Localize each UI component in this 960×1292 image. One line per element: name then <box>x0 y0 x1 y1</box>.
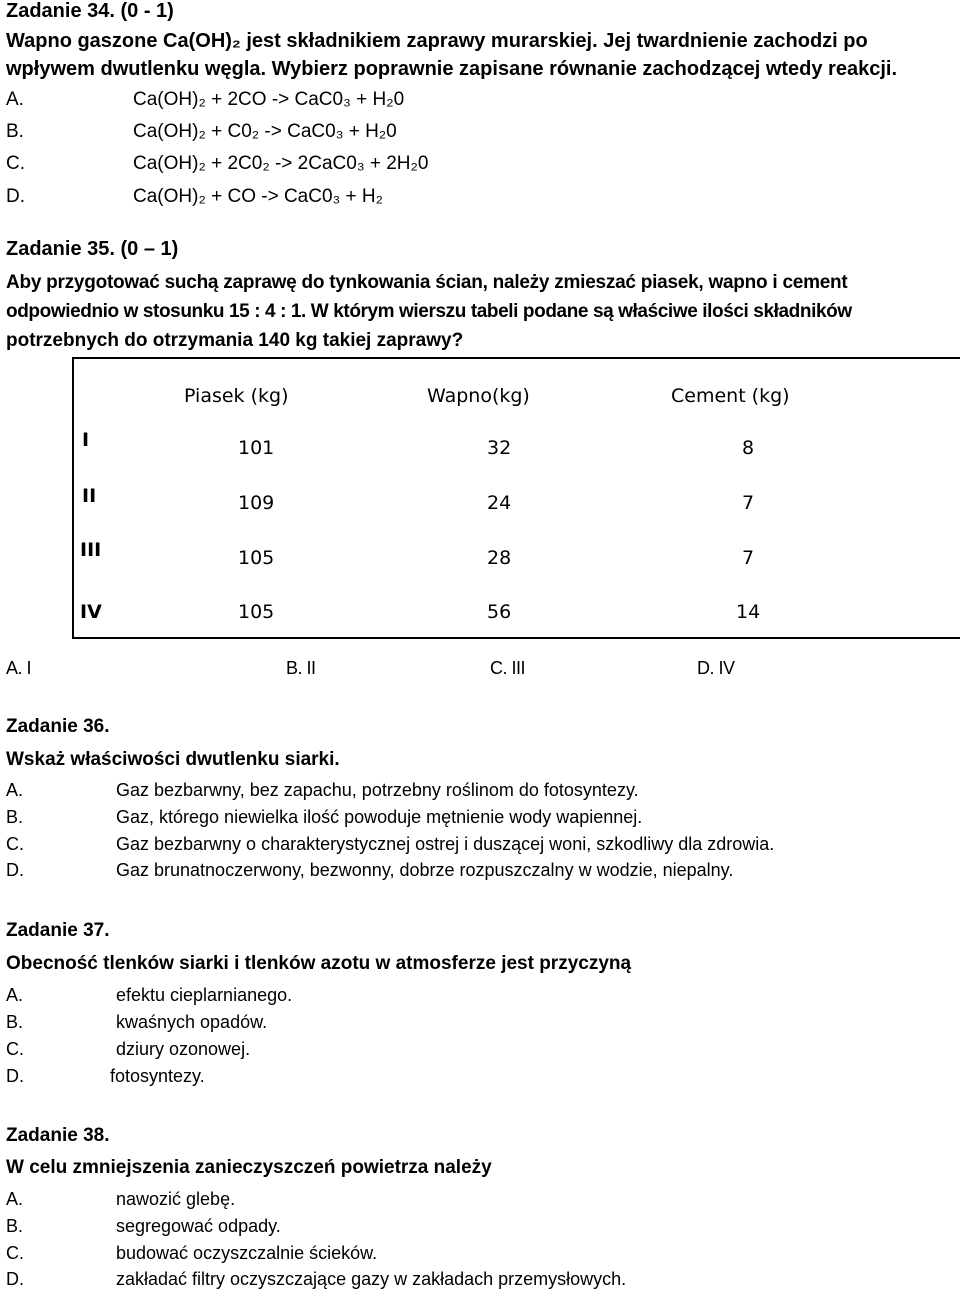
z38-question: W celu zmniejszenia zanieczyszczeń powietrza należy <box>6 1157 492 1178</box>
z38-option-b-letter: B. <box>6 1216 24 1236</box>
z38-option-c-letter: C. <box>6 1243 24 1263</box>
z35-text-line3: potrzebnych do otrzymania 140 kg takiej zaprawy? <box>6 330 464 351</box>
z38-option-b-text: segregować odpady. <box>116 1216 281 1236</box>
z35-text-line1: Aby przygotować suchą zaprawę do tynkowania ścian, należy zmieszać piasek, wapno i cement <box>6 272 848 293</box>
table-cell: 109 <box>238 492 275 514</box>
z36-option-a-letter: A. <box>6 780 24 800</box>
z37-option-a-letter: A. <box>6 985 24 1005</box>
z34-option-d-text: Ca(OH)₂ + CO -> CaC0₃ + H₂ <box>133 186 384 207</box>
table-cell: 14 <box>736 601 761 623</box>
z37-option-d-text: fotosyntezy. <box>110 1066 205 1086</box>
table-cell: 7 <box>742 547 755 569</box>
table-row-label: IV <box>80 601 102 623</box>
z34-text-line1: Wapno gaszone Ca(OH)₂ jest składnikiem zaprawy murarskiej. Jej twardnienie zachodzi po <box>6 30 868 52</box>
z36-option-d-letter: D. <box>6 860 24 880</box>
z34-title: Zadanie 34. (0 - 1) <box>6 0 174 22</box>
table-cell: 8 <box>742 437 755 459</box>
z35-answer-b: B. II <box>286 658 316 678</box>
z38-option-d-text: zakładać filtry oczyszczające gazy w zakładach przemysłowych. <box>116 1269 627 1289</box>
z38-option-c-text: budować oczyszczalnie ścieków. <box>116 1243 378 1263</box>
z36-option-b-text: Gaz, którego niewielka ilość powoduje mętnienie wody wapiennej. <box>116 807 643 827</box>
z34-option-d-letter: D. <box>6 186 25 207</box>
table-cell: 28 <box>487 547 512 569</box>
z38-title: Zadanie 38. <box>6 1125 110 1146</box>
z34-option-a-text: Ca(OH)₂ + 2CO -> CaC0₃ + H₂0 <box>133 89 405 110</box>
z37-option-a-text: efektu cieplarnianego. <box>116 985 293 1005</box>
z35-title: Zadanie 35. (0 – 1) <box>6 238 179 260</box>
z37-option-b-letter: B. <box>6 1012 24 1032</box>
table-cell: 105 <box>238 601 275 623</box>
z37-question: Obecność tlenków siarki i tlenków azotu w atmosferze jest przyczyną <box>6 953 632 974</box>
z35-answer-c: C. III <box>490 658 526 678</box>
table-row-label: III <box>80 539 102 561</box>
z37-option-b-text: kwaśnych opadów. <box>116 1012 268 1032</box>
table-cell: 24 <box>487 492 512 514</box>
z34-option-c-letter: C. <box>6 153 25 174</box>
table-cell: 32 <box>487 437 512 459</box>
table-cell: 105 <box>238 547 275 569</box>
z37-option-c-letter: C. <box>6 1039 24 1059</box>
table-cell: 56 <box>487 601 512 623</box>
z35-text-line2: odpowiednio w stosunku 15 : 4 : 1. W którym wierszu tabeli podane są właściwe ilości składników <box>6 301 852 322</box>
z35-answer-d: D. IV <box>697 658 735 678</box>
z36-option-c-text: Gaz bezbarwny o charakterystycznej ostrej i duszącej woni, szkodliwy dla zdrowia. <box>116 834 775 854</box>
z37-title: Zadanie 37. <box>6 920 110 941</box>
z34-option-a-letter: A. <box>6 89 24 110</box>
z36-option-c-letter: C. <box>6 834 24 854</box>
z36-title: Zadanie 36. <box>6 716 110 737</box>
z36-option-a-text: Gaz bezbarwny, bez zapachu, potrzebny roślinom do fotosyntezy. <box>116 780 639 800</box>
table-cell: 101 <box>238 437 275 459</box>
z38-option-a-letter: A. <box>6 1189 24 1209</box>
table-header-piasek: Piasek (kg) <box>184 385 289 407</box>
z38-option-a-text: nawozić glebę. <box>116 1189 236 1209</box>
table-row-label: I <box>82 429 90 451</box>
ingredients-table <box>72 357 960 639</box>
z37-option-d-letter: D. <box>6 1066 24 1086</box>
z36-option-b-letter: B. <box>6 807 24 827</box>
z36-question: Wskaż właściwości dwutlenku siarki. <box>6 749 340 770</box>
z34-option-c-text: Ca(OH)₂ + 2C0₂ -> 2CaC0₃ + 2H₂0 <box>133 153 429 174</box>
table-row-label: II <box>82 485 97 507</box>
table-header-wapno: Wapno(kg) <box>427 385 530 407</box>
table-header-cement: Cement (kg) <box>671 385 790 407</box>
z37-option-c-text: dziury ozonowej. <box>116 1039 251 1059</box>
z34-option-b-letter: B. <box>6 121 24 142</box>
z34-text-line2: wpływem dwutlenku węgla. Wybierz poprawnie zapisane równanie zachodzącej wtedy reakcji. <box>6 58 897 80</box>
z36-option-d-text: Gaz brunatnoczerwony, bezwonny, dobrze rozpuszczalny w wodzie, niepalny. <box>116 860 734 880</box>
z35-answer-a: A. I <box>6 658 32 678</box>
z38-option-d-letter: D. <box>6 1269 24 1289</box>
table-cell: 7 <box>742 492 755 514</box>
z34-option-b-text: Ca(OH)₂ + C0₂ -> CaC0₃ + H₂0 <box>133 121 397 142</box>
